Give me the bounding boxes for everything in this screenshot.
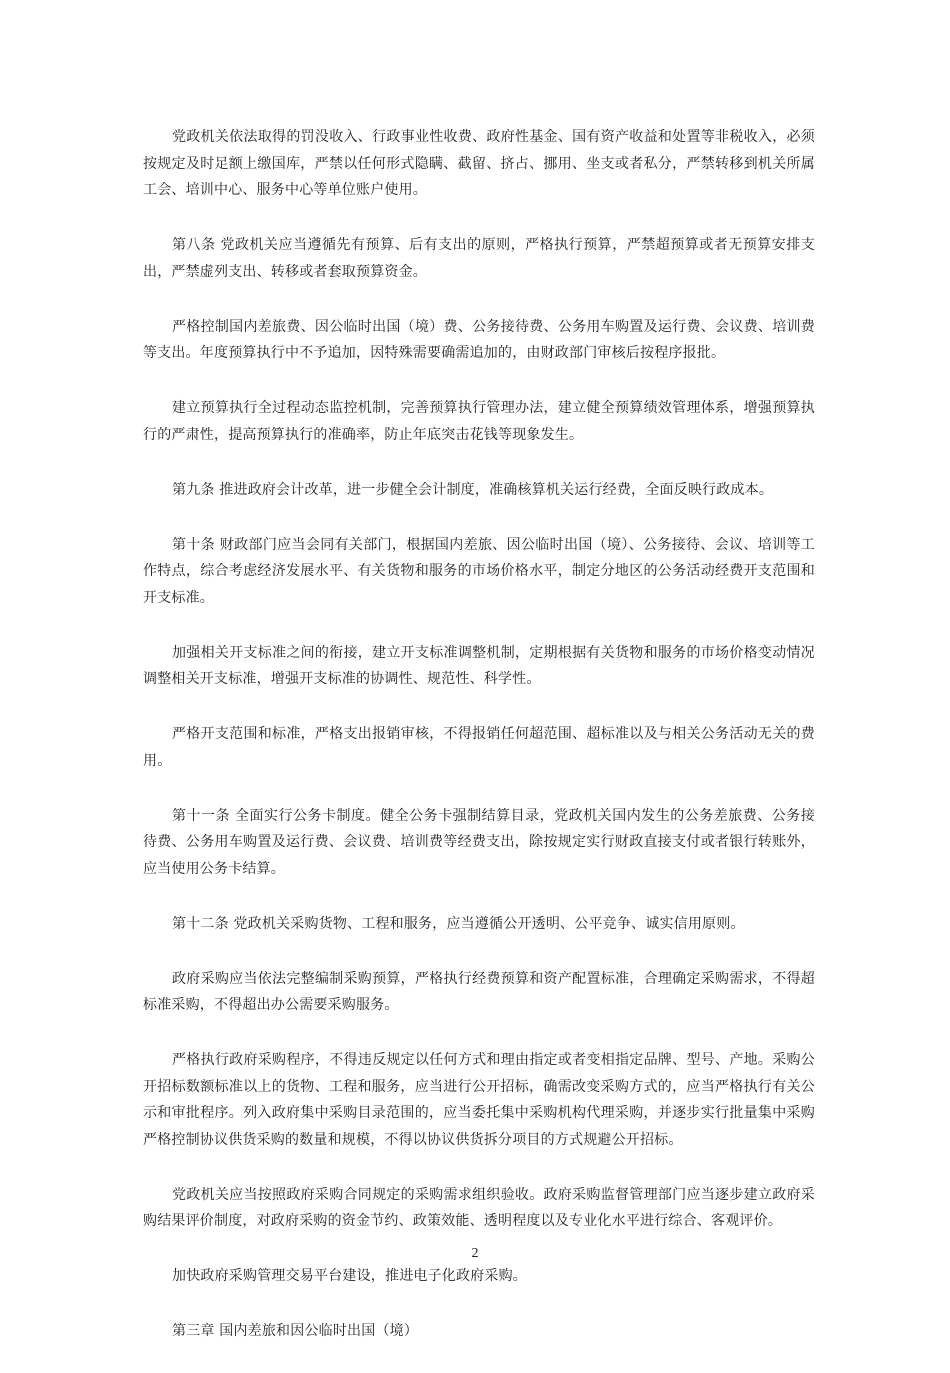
paragraph-budget-monitoring: 建立预算执行全过程动态监控机制，完善预算执行管理办法，建立健全预算绩效管理体系，增强预算执行的严肃性，提高预算执行的准确率，防止年底突击花钱等现象发生。 (143, 400, 815, 443)
paragraph-procurement-budget: 政府采购应当依法完整编制采购预算，严格执行经费预算和资产配置标准，合理确定采购需求，不得超标准采购，不得超出办公需要采购服务。 (143, 970, 815, 1013)
paragraph-article-11: 第十一条 全面实行公务卡制度。健全公务卡强制结算目录，党政机关国内发生的公务差旅费、公务接待费、公务用车购置及运行费、会议费、培训费等经费支出，除按规定实行财政直接支付或者银行转账外，应当使用公务卡结算。 (143, 807, 815, 877)
paragraph-article-8: 第八条 党政机关应当遵循先有预算、后有支出的原则，严格执行预算，严禁超预算或者无预算安排支出，严禁虚列支出、转移或者套取预算资金。 (143, 237, 815, 280)
page-number: 2 (471, 1246, 479, 1261)
paragraph-nontax-revenue: 党政机关依法取得的罚没收入、行政事业性收费、政府性基金、国有资产收益和处置等非税收入，必须按规定及时足额上缴国库，严禁以任何形式隐瞒、截留、挤占、挪用、坐支或者私分，严禁转移到机关所属工会、培训中心、服务中心等单位账户使用。 (143, 129, 815, 198)
document-body (143, 124, 815, 1373)
paragraph-article-9: 第九条 推进政府会计改革，进一步健全会计制度，准确核算机关运行经费，全面反映行政成本。 (172, 481, 774, 498)
chapter-3-heading: 第三章 国内差旅和因公临时出国（境） (172, 1323, 419, 1339)
paragraph-expense-control: 严格控制国内差旅费、因公临时出国（境）费、公务接待费、公务用车购置及运行费、会议费、培训费等支出。年度预算执行中不予追加，因特殊需要确需追加的，由财政部门审核后按程序报批。 (143, 318, 815, 361)
paragraph-article-12: 第十二条 党政机关采购货物、工程和服务，应当遵循公开透明、公平竞争、诚实信用原则。 (172, 915, 745, 932)
paragraph-procurement-procedure: 严格执行政府采购程序，不得违反规定以任何方式和理由指定或者变相指定品牌、型号、产地。采购公开招标数额标准以上的货物、工程和服务，应当进行公开招标，确需改变采购方式的，应当严格执行有关公示和审批程序。列入政府集中采购目录范围的，应当委托集中采购机构代理采购，并逐步实行批量集中采购严格控制协议供货采购的数量和规模，不得以协议供货拆分项目的方式规避公开招标。 (143, 1052, 815, 1148)
paragraph-reimbursement-review: 严格开支范围和标准，严格支出报销审核，不得报销任何超范围、超标准以及与相关公务活动无关的费用。 (143, 726, 815, 769)
paragraph-procurement-acceptance: 党政机关应当按照政府采购合同规定的采购需求组织验收。政府采购监督管理部门应当逐步建立政府采购结果评价制度，对政府采购的资金节约、政策效能、透明程度以及专业化水平进行综合、客观评价。 (143, 1186, 815, 1229)
paragraph-article-10: 第十条 财政部门应当会同有关部门，根据国内差旅、因公临时出国（境）、公务接待、会议、培训等工作特点，综合考虑经济发展水平、有关货物和服务的市场价格水平，制定分地区的公务活动经费开支范围和开支标准。 (143, 536, 815, 606)
paragraph-standards-adjustment: 加强相关开支标准之间的衔接，建立开支标准调整机制，定期根据有关货物和服务的市场价格变动情况调整相关开支标准，增强开支标准的协调性、规范性、科学性。 (143, 644, 815, 687)
paragraph-e-procurement: 加快政府采购管理交易平台建设，推进电子化政府采购。 (172, 1268, 527, 1284)
